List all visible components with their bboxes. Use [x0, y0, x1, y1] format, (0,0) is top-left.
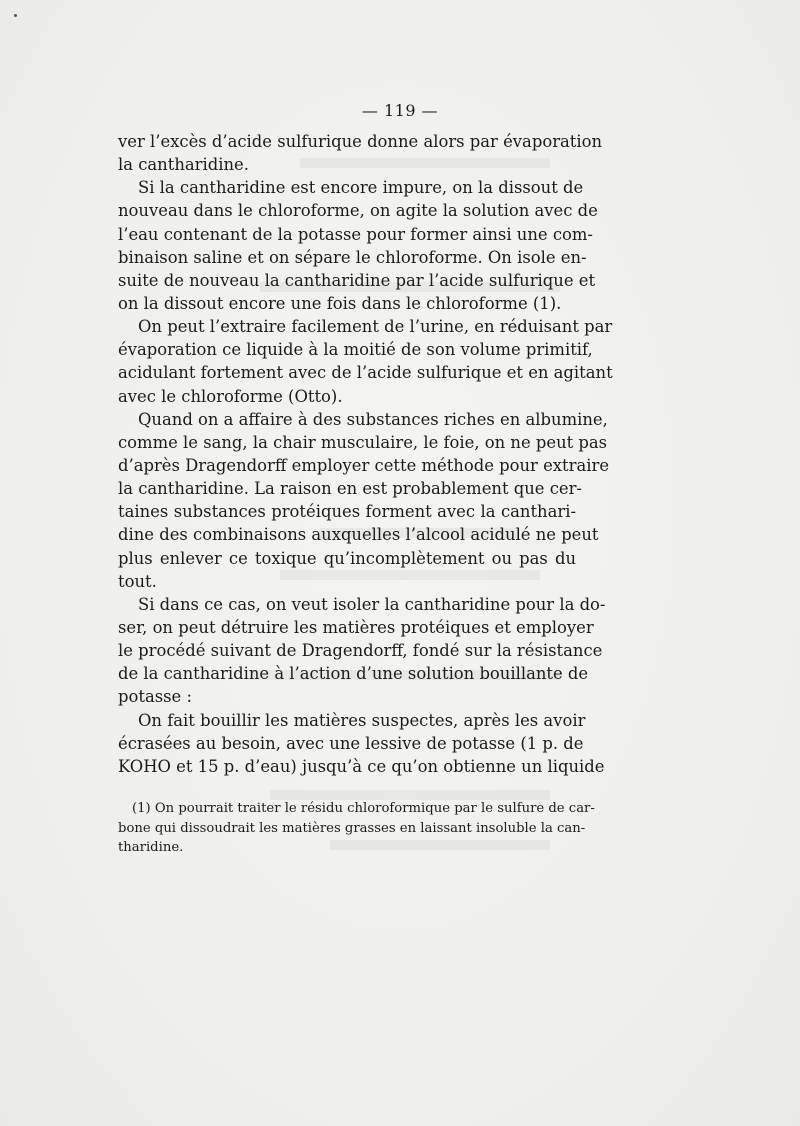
footnote-line: (1) On pourrait traiter le résidu chloroformique par le sulfure de car-: [132, 801, 595, 816]
text-line: suite de nouveau la cantharidine par l’acide sulfurique et: [118, 270, 596, 290]
text-line: binaison saline et on sépare le chloroforme. On isole en-: [118, 247, 587, 267]
text-line: la cantharidine. La raison en est probablement que cer-: [118, 479, 582, 499]
text-line: Quand on a affaire à des substances riches en albumine,: [138, 409, 608, 429]
text-line: comme le sang, la chair musculaire, le foie, on ne peut pas: [118, 432, 608, 452]
text-line: Si dans ce cas, on veut isoler la cantharidine pour la do-: [138, 594, 606, 614]
text-line: de la cantharidine à l’action d’une solution bouillante de: [118, 664, 589, 684]
text-line: acidulant fortement avec de l’acide sulfurique et en agitant: [118, 363, 613, 383]
text-line: d’après Dragendorff employer cette méthode pour extraire: [118, 455, 610, 475]
footnote-line: bone qui dissoudrait les matières grasses en laissant insoluble la can-: [118, 820, 586, 836]
text-line: dine des combinaisons auxquelles l’alcool acidulé ne peut: [118, 525, 599, 545]
page-number: — 119 —: [361, 101, 439, 120]
footnote-block: [118, 799, 595, 858]
text-line: ser, on peut détruire les matières protéiques et employer: [118, 617, 594, 637]
text-line: évaporation ce liquide à la moitié de son volume primitif,: [118, 340, 593, 360]
text-line: potasse :: [118, 687, 192, 707]
text-line: avec le chloroforme (Otto).: [118, 386, 343, 406]
text-line: On peut l’extraire facilement de l’urine, en réduisant par: [138, 317, 613, 337]
text-line: plus enlever ce toxique qu’incomplètement ou pas du: [118, 548, 576, 568]
text-line: la cantharidine.: [118, 155, 249, 175]
text-line: Si la cantharidine est encore impure, on la dissout de: [138, 178, 584, 198]
text-line: ver l’excès d’acide sulfurique donne alors par évaporation: [118, 132, 603, 151]
footnote-line: tharidine.: [118, 840, 184, 856]
text-line: KOHO et 15 p. d’eau) jusqu’à ce qu’on obtienne un liquide: [118, 756, 605, 776]
text-line: tout.: [118, 571, 157, 591]
text-line: écrasées au besoin, avec une lessive de potasse (1 p. de: [118, 733, 584, 753]
text-line: on la dissout encore une fois dans le chloroforme (1).: [118, 293, 562, 313]
main-text-block: [118, 130, 613, 778]
text-line: l’eau contenant de la potasse pour former ainsi une com-: [118, 224, 593, 244]
text-line: le procédé suivant de Dragendorff, fondé sur la résistance: [118, 641, 603, 661]
text-line: nouveau dans le chloroforme, on agite la solution avec de: [118, 201, 598, 221]
text-line: On fait bouillir les matières suspectes, après les avoir: [138, 710, 586, 730]
page-speck: [14, 14, 17, 17]
text-line: taines substances protéiques forment avec la canthari-: [118, 502, 576, 522]
